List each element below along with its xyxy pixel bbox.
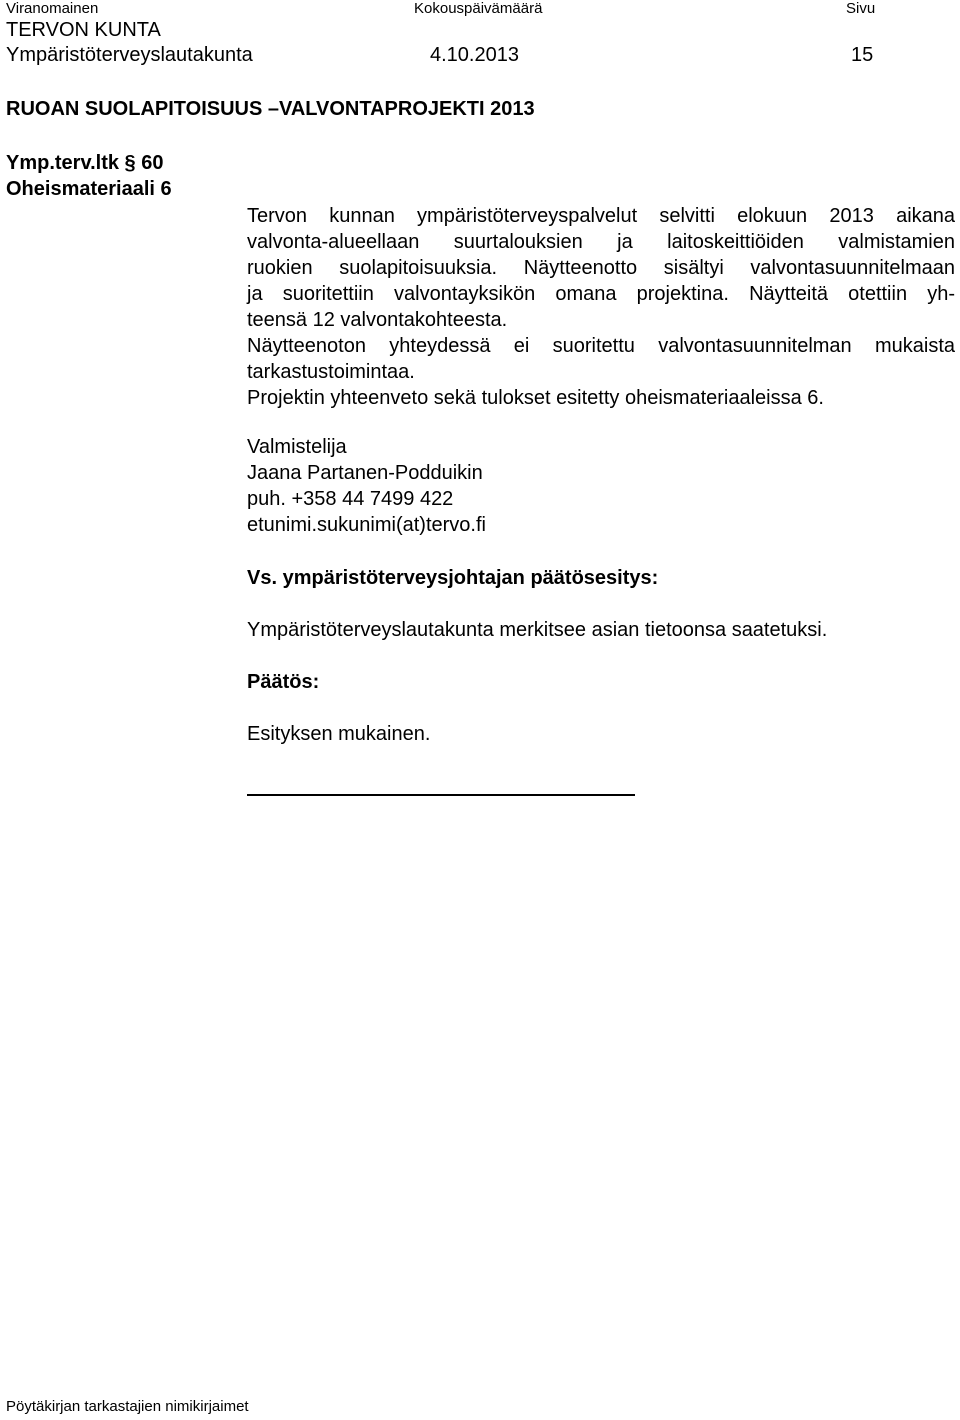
proposal-heading: Vs. ympäristöterveysjohtajan päätösesitys: bbox=[247, 567, 659, 589]
paragraph1-line: teensä 12 valvontakohteesta. bbox=[247, 309, 508, 331]
paragraph2-line: Näytteenoton yhteydessä ei suoritettu valvontasuunnitelman mukaista bbox=[247, 335, 955, 357]
paragraph1-line: ja suoritettiin valvontayksikön omana projektina. Näytteitä otettiin yh- bbox=[247, 283, 955, 305]
municipality-name: TERVON KUNTA bbox=[6, 19, 161, 41]
closing-rule bbox=[247, 794, 635, 796]
paragraph3: Projektin yhteenveto sekä tulokset esitetty oheismateriaaleissa 6. bbox=[247, 387, 824, 409]
attachment-reference: Oheismateriaali 6 bbox=[6, 178, 172, 200]
header-page-label: Sivu bbox=[846, 0, 876, 17]
preparer-name: Jaana Partanen-Podduikin bbox=[247, 462, 483, 484]
preparer-email: etunimi.sukunimi(at)tervo.fi bbox=[247, 514, 486, 536]
decision-heading: Päätös: bbox=[247, 671, 320, 693]
header-authority-label: Viranomainen bbox=[6, 0, 99, 17]
header-date-label: Kokouspäivämäärä bbox=[414, 0, 543, 17]
section-reference: Ymp.terv.ltk § 60 bbox=[6, 152, 164, 174]
paragraph1-line: valvonta-alueellaan suurtalouksien ja laitoskeittiöiden valmistamien bbox=[247, 231, 955, 253]
meeting-date: 4.10.2013 bbox=[430, 44, 519, 66]
paragraph1-line: ruokien suolapitoisuuksia. Näytteenotto sisältyi valvontasuunnitelmaan bbox=[247, 257, 955, 279]
footer-signatures-label: Pöytäkirjan tarkastajien nimikirjaimet bbox=[6, 1398, 249, 1415]
proposal-text: Ympäristöterveyslautakunta merkitsee asian tietoonsa saatetuksi. bbox=[247, 619, 828, 641]
preparer-phone: puh. +358 44 7499 422 bbox=[247, 488, 454, 510]
paragraph2-line: tarkastustoimintaa. bbox=[247, 361, 415, 383]
decision-text: Esityksen mukainen. bbox=[247, 723, 431, 745]
page-number: 15 bbox=[851, 44, 874, 66]
page-title: RUOAN SUOLAPITOISUUS –VALVONTAPROJEKTI 2013 bbox=[6, 98, 535, 120]
board-name: Ympäristöterveyslautakunta bbox=[6, 44, 253, 66]
preparer-label: Valmistelija bbox=[247, 436, 347, 458]
paragraph1-line: Tervon kunnan ympäristöterveyspalvelut selvitti elokuun 2013 aikana bbox=[247, 205, 955, 227]
